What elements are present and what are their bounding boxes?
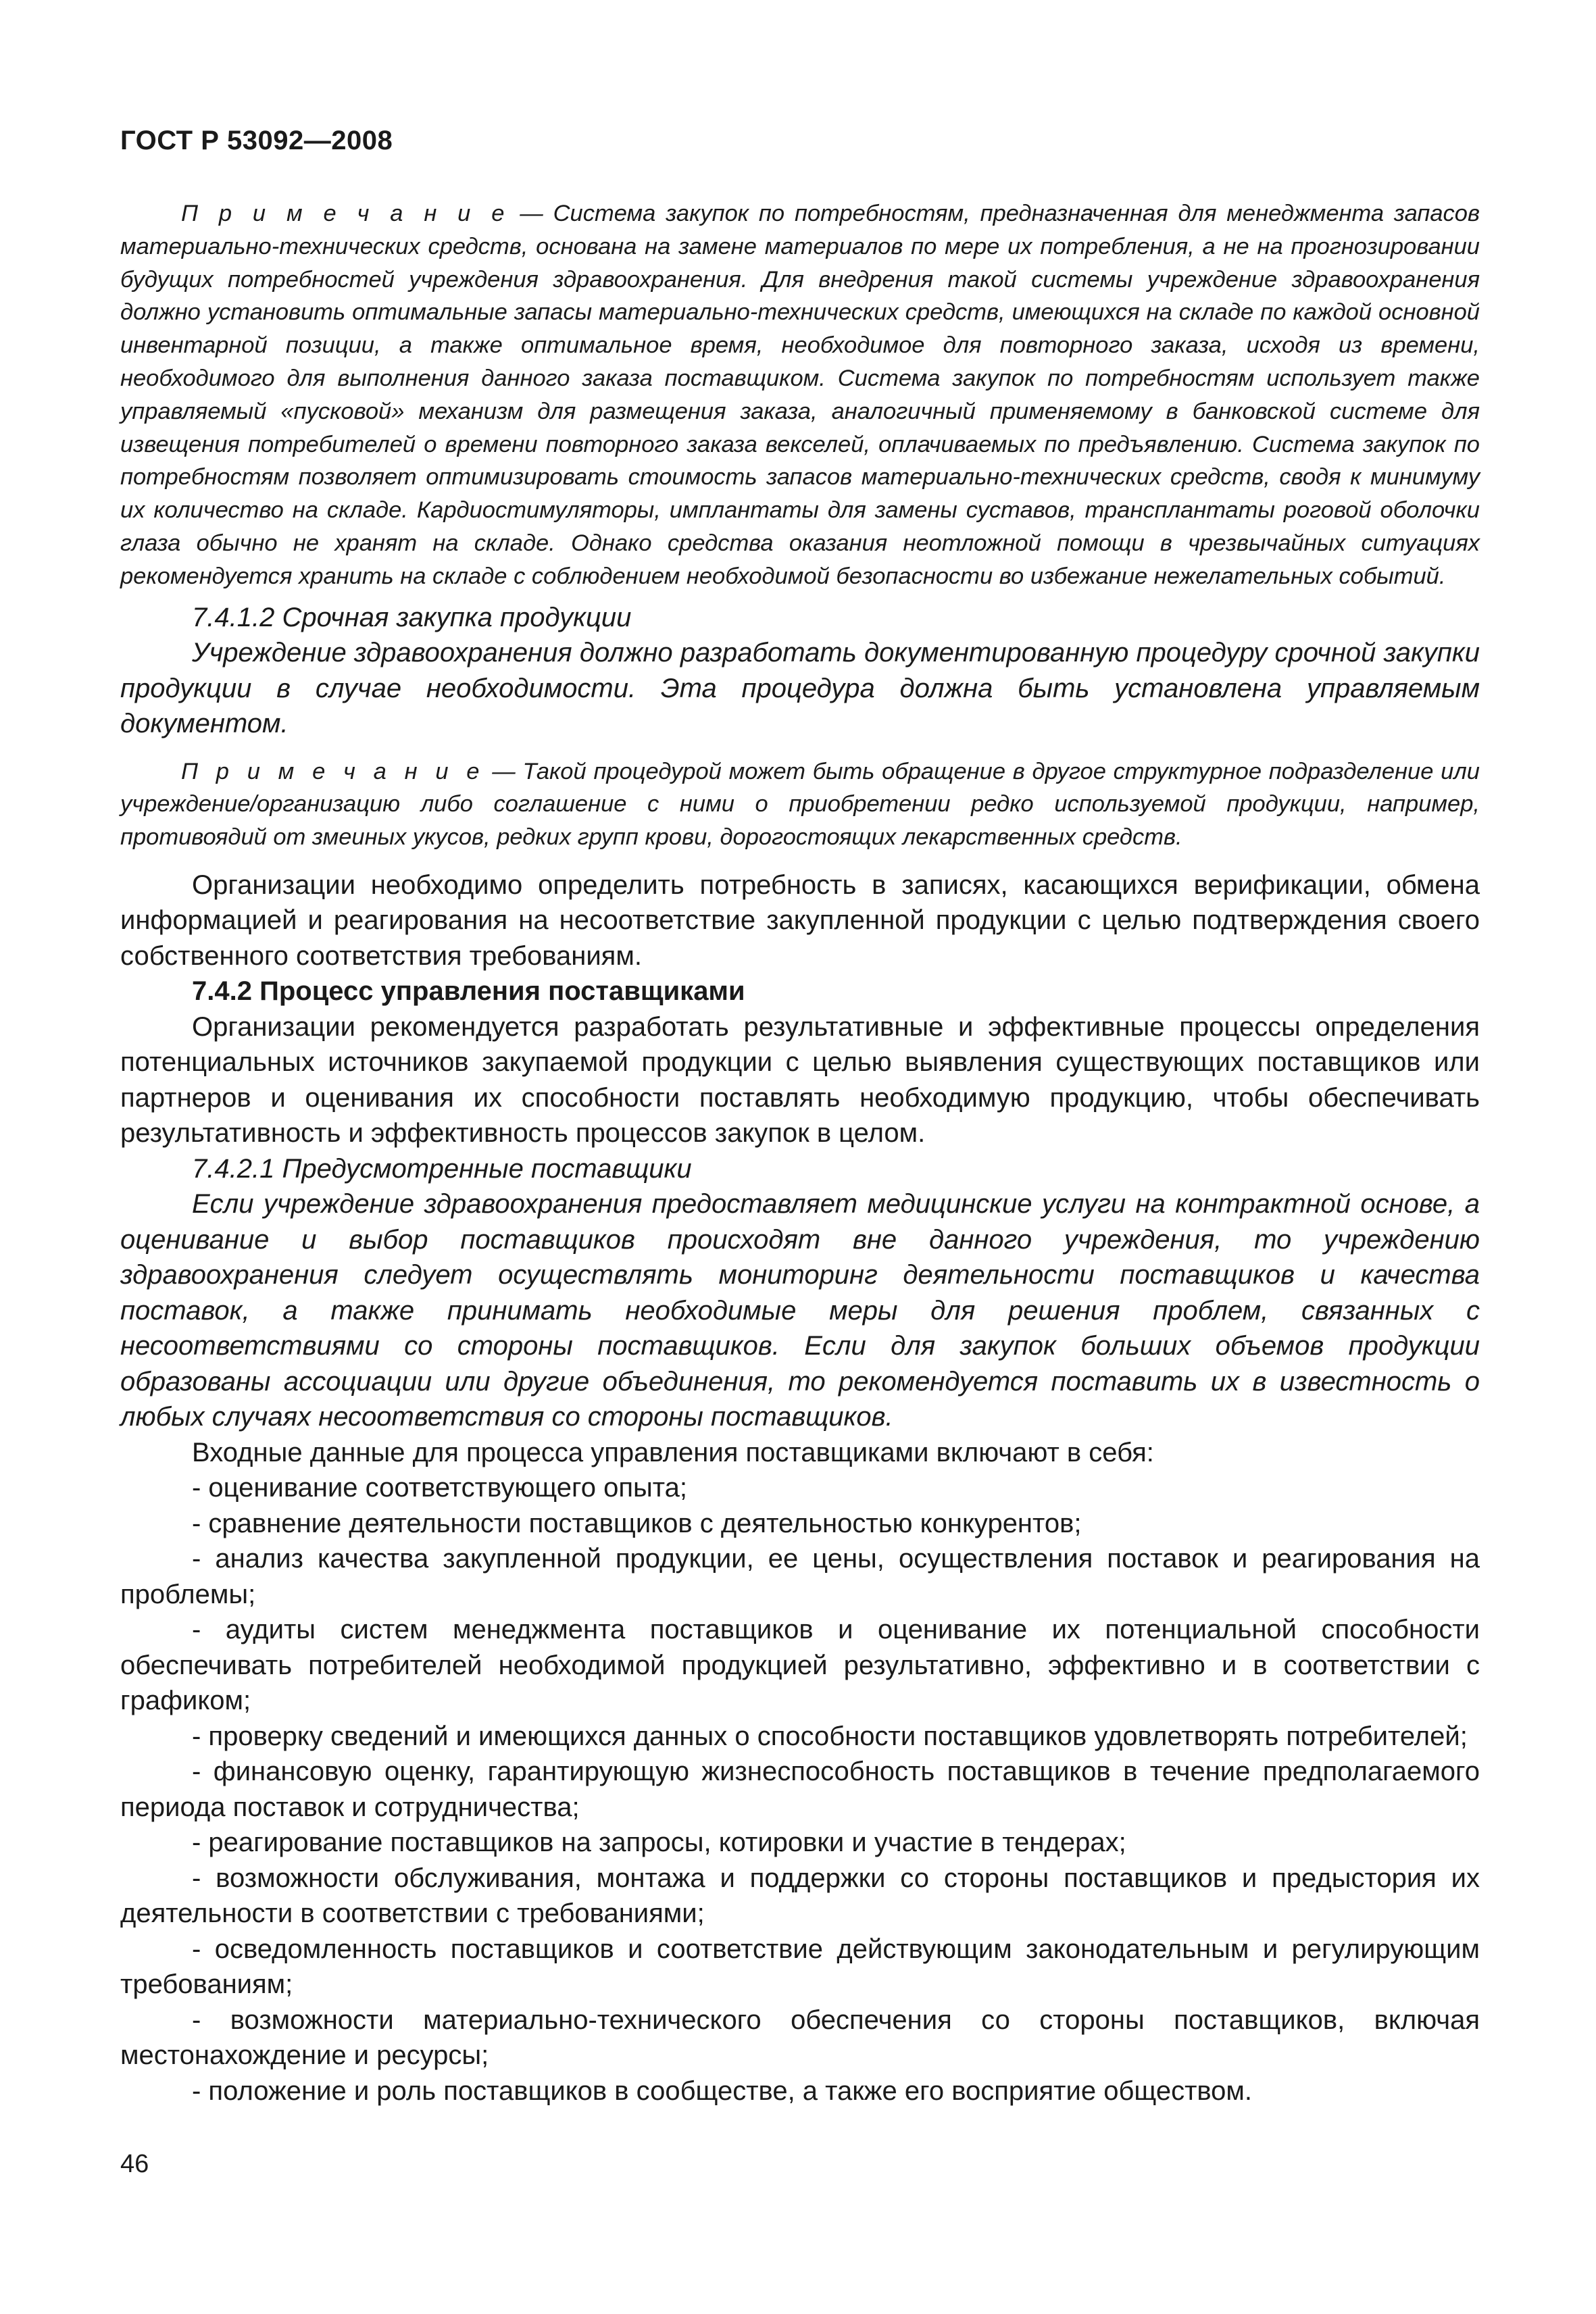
list-item: - осведомленность поставщиков и соответствие действующим законодательным и регулирующим требованиям; bbox=[120, 1934, 1480, 2000]
note-block bbox=[120, 755, 1480, 854]
section-heading-742: 7.4.2 Процесс управления поставщиками bbox=[192, 976, 745, 1007]
page-content bbox=[120, 197, 1480, 2109]
note-text: — Такой процедурой может быть обращение в другое структурное подразделение или учреждение/организацию либо соглашение с ними о приобретении редко используемой продукции, например, противоядий от змеиных укусов, редких групп крови, дорогостоящих лекарственных средств. bbox=[120, 758, 1480, 851]
list-item: - анализ качества закупленной продукции, ее цены, осуществления поставок и реагирования на проблемы; bbox=[120, 1544, 1480, 1609]
list-item: - аудиты систем менеджмента поставщиков и оценивание их потенциальной способности обеспечивать потребителей необходимой продукцией результативно, эффективно и в соответствии с графиком; bbox=[120, 1615, 1480, 1716]
note-label: П р и м е ч а н и е bbox=[181, 201, 510, 226]
document-header: ГОСТ Р 53092—2008 bbox=[120, 126, 393, 155]
list-item: - возможности материально-технического обеспечения со стороны поставщиков, включая местонахождение и ресурсы; bbox=[120, 2005, 1480, 2071]
list-item: - возможности обслуживания, монтажа и поддержки со стороны поставщиков и предыстория их деятельности в соответствии с требованиями; bbox=[120, 1863, 1480, 1929]
inputs-intro: Входные данные для процесса управления поставщиками включают в себя: bbox=[192, 1437, 1154, 1467]
paragraph-records: Организации необходимо определить потребность в записях, касающихся верификации, обмена информацией и реагирования на несоответствие закупленной продукции с целью подтверждения своего собственного соответствия требованиям. bbox=[120, 870, 1480, 971]
list-item: - финансовую оценку, гарантирующую жизнеспособность поставщиков в течение предполагаемого периода поставок и сотрудничества; bbox=[120, 1757, 1480, 1822]
section-heading-7412: 7.4.1.2 Срочная закупка продукции bbox=[192, 602, 632, 632]
list-item: - проверку сведений и имеющихся данных о способности поставщиков удовлетворять потребителей; bbox=[192, 1721, 1468, 1751]
note-block bbox=[120, 197, 1480, 593]
list-item: - оценивание соответствующего опыта; bbox=[192, 1473, 687, 1503]
section-heading-7421: 7.4.2.1 Предусмотренные поставщики bbox=[192, 1153, 692, 1184]
section-text-7412: Учреждение здравоохранения должно разработать документированную процедуру срочной закупки продукции в случае необходимости. Эта процедура должна быть установлена управляемым документом. bbox=[120, 638, 1480, 739]
note-text: — Система закупок по потребностям, предназначенная для менеджмента запасов материально-технических средств, основана на замене материалов по мере их потребления, а не на прогнозировании будущих потребностей учреждения здравоохранения. Для внедрения такой системы учреждение здравоохранения должно установить оптимальные запасы материально-технических средств, имеющихся на складе по каждой основной инвентарной позиции, а также оптимальное время, необходимое для повторного заказа, исходя из времени, необходимого для выполнения данного заказа поставщиком. Система закупок по потребностям использует также управляемый «пусковой» механизм для размещения заказа, аналогичный применяемому в банковской системе для извещения потребителей о времени повторного заказа векселей, оплачиваемых по предъявлению. Система закупок по потребностям позволяет оптимизировать стоимость запасов материально-технических средств, сводя к минимуму их количество на складе. Кардиостимуляторы, имплантаты для замены суставов, трансплантаты роговой оболочки глаза обычно не хранят на складе. Однако средства оказания неотложной помощи в чрезвычайных ситуациях рекомендуется хранить на складе с соблюдением необходимой безопасности во избежание нежелательных событий. bbox=[120, 201, 1480, 589]
page-number: 46 bbox=[120, 2150, 149, 2178]
list-item: - реагирование поставщиков на запросы, котировки и участие в тендерах; bbox=[192, 1828, 1126, 1858]
section-text-7421: Если учреждение здравоохранения предоставляет медицинские услуги на контрактной основе, а оценивание и выбор поставщиков происходят вне данного учреждения, то учреждению здравоохранения следует осуществлять мониторинг деятельности поставщиков и качества поставок, а также принимать необходимые меры для решения проблем, связанных с несоответствиями со стороны поставщиков. Если для закупок больших объемов продукции образованы ассоциации или другие объединения, то рекомендуется поставить их в известность о любых случаях несоответствия со стороны поставщиков. bbox=[120, 1189, 1480, 1432]
list-item: - положение и роль поставщиков в сообществе, а также его восприятие обществом. bbox=[192, 2076, 1253, 2106]
list-item: - сравнение деятельности поставщиков с деятельностью конкурентов; bbox=[192, 1508, 1082, 1538]
section-text-742: Организации рекомендуется разработать результативные и эффективные процессы определения потенциальных источников закупаемой продукции с целью выявления существующих поставщиков или партнеров и оценивания их способности поставлять необходимую продукцию, чтобы обеспечивать результативность и эффективность процессов закупок в целом. bbox=[120, 1011, 1480, 1149]
note-label: П р и м е ч а н и е bbox=[181, 758, 485, 784]
